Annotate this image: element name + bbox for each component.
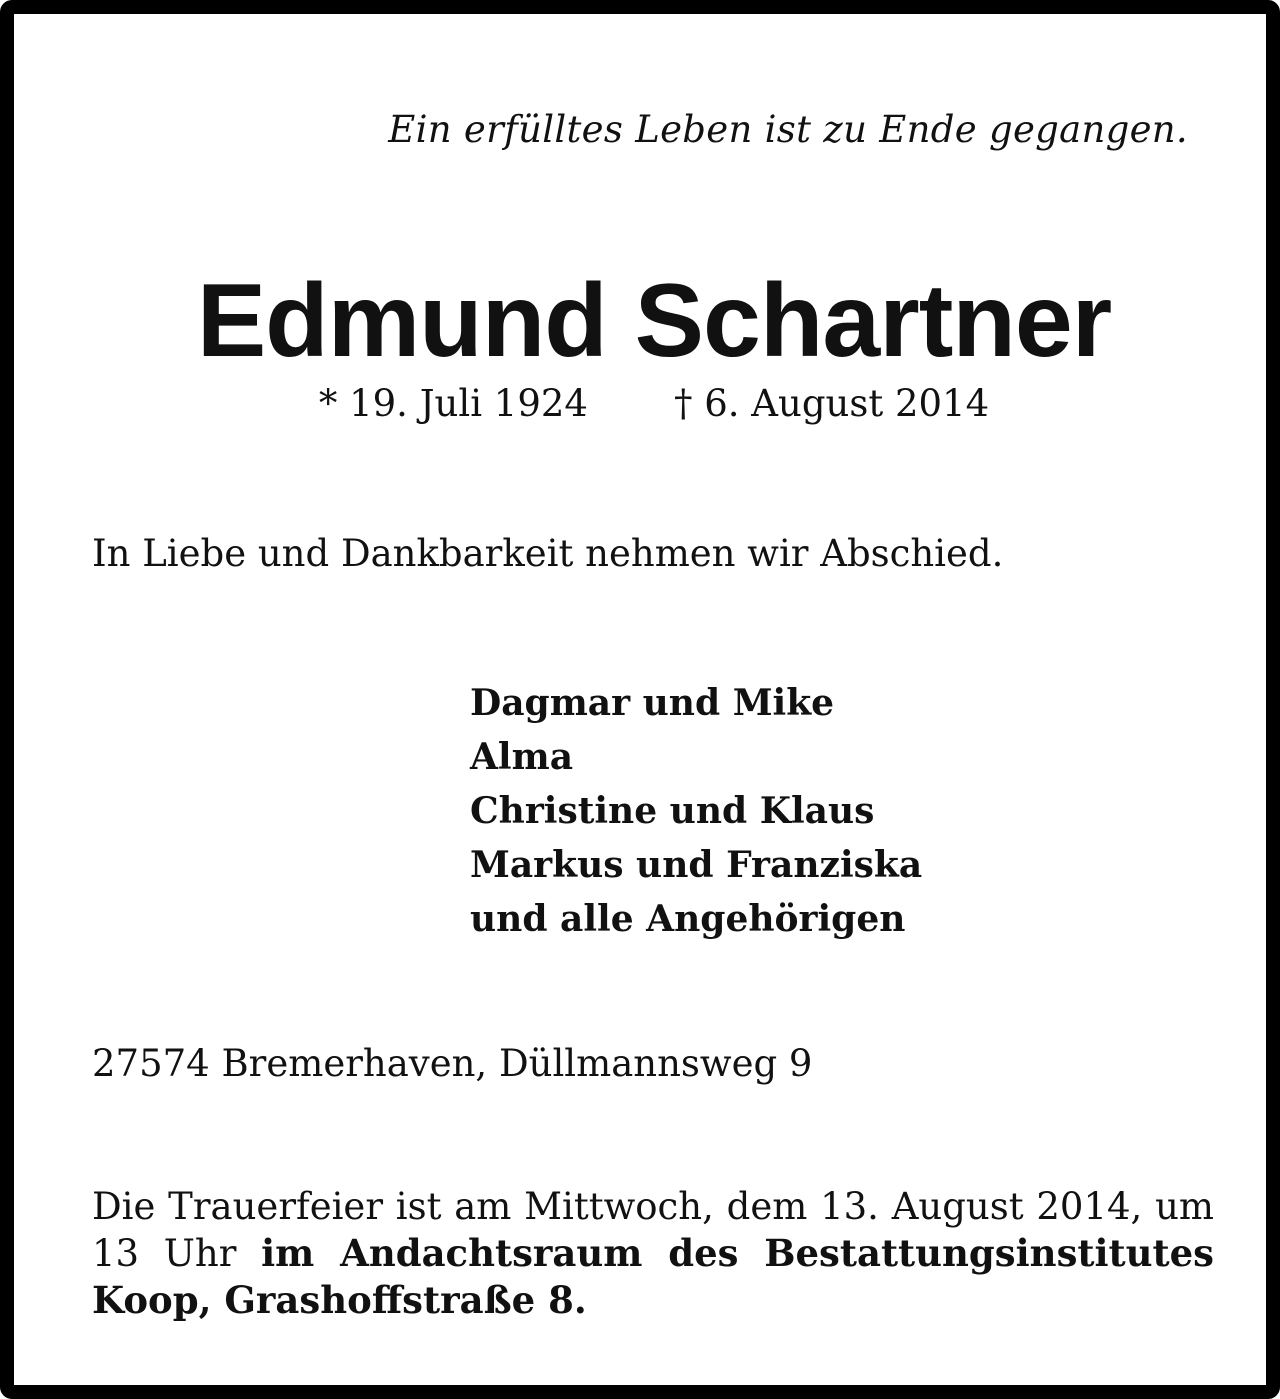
farewell-text: In Liebe und Dankbarkeit nehmen wir Abschied. bbox=[92, 532, 1004, 575]
address: 27574 Bremerhaven, Düllmannsweg 9 bbox=[92, 1042, 813, 1085]
ceremony-notice bbox=[92, 1184, 1214, 1324]
family-list bbox=[470, 676, 922, 946]
life-dates bbox=[14, 382, 1280, 425]
family-member: und alle Angehörigen bbox=[470, 898, 906, 940]
family-member: Dagmar und Mike bbox=[470, 682, 835, 724]
family-member: Alma bbox=[470, 736, 574, 778]
ceremony-text: Die Trauerfeier ist am Mittwoch, dem 13. August 2014, um 13 Uhr bbox=[92, 1185, 1214, 1275]
family-member: Markus und Franziska bbox=[470, 844, 923, 886]
motto: Ein erfülltes Leben ist zu Ende gegangen. bbox=[388, 108, 1188, 151]
deceased-name: Edmund Schartner bbox=[196, 263, 1112, 379]
ceremony-location: im Andachtsraum des Bestattungsinstitutes Koop, Grashoffstraße 8. bbox=[92, 1231, 1215, 1322]
death-date: † 6. August 2014 bbox=[673, 382, 990, 425]
birth-date: * 19. Juli 1924 bbox=[318, 382, 588, 425]
family-member: Christine und Klaus bbox=[470, 790, 875, 832]
